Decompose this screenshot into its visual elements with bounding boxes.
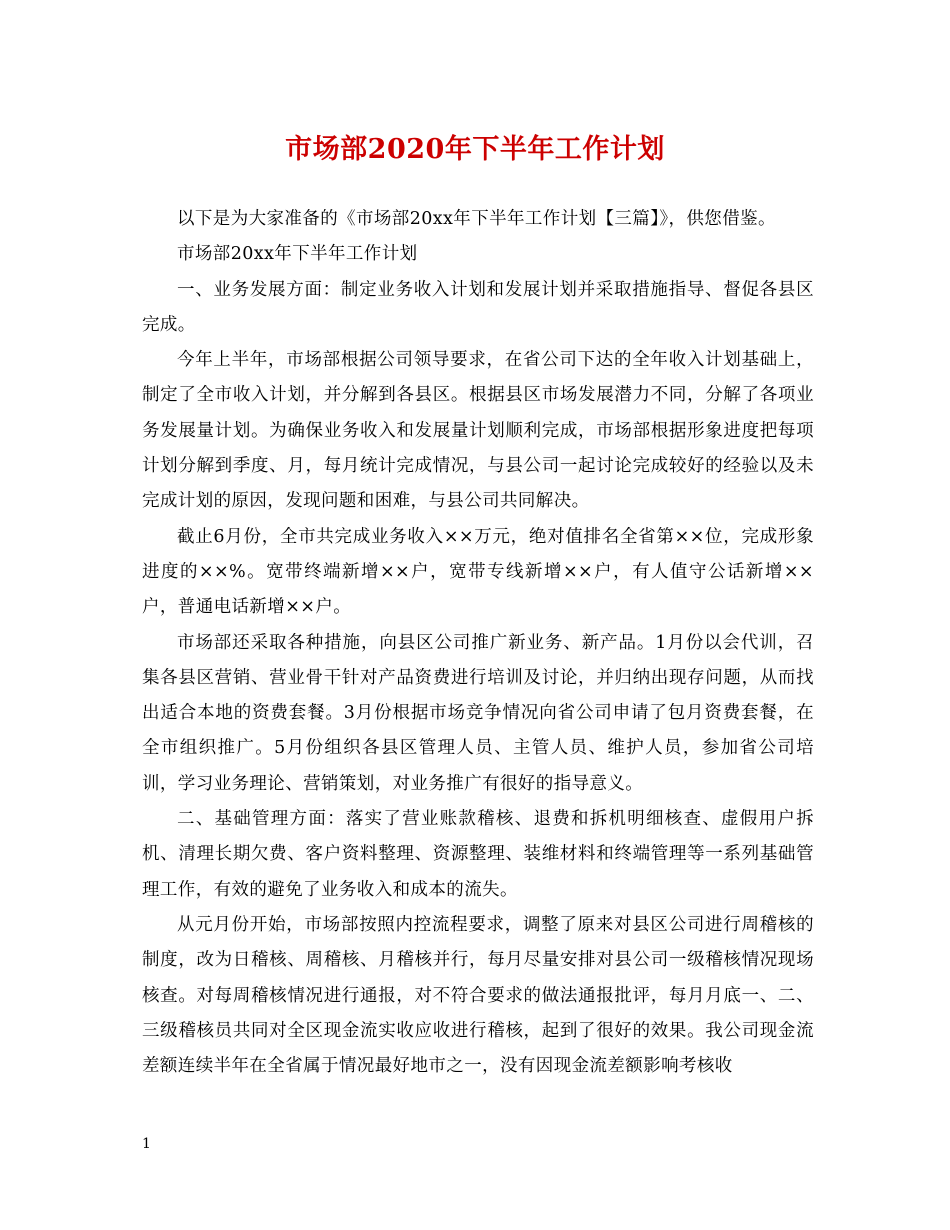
paragraph-business-development: 一、业务发展方面：制定业务收入计划和发展计划并采取措施指导、督促各县区完成。 <box>142 279 814 335</box>
paragraph-june-results: 截止6月份，全市共完成业务收入××万元，绝对值排名全省第××位，完成形象进度的××%。宽带终端新增××户，宽带专线新增××户，有人值守公话新增××户，普通电话新增××户。 <box>142 526 814 618</box>
paragraph-intro: 以下是为大家准备的《市场部20xx年下半年工作计划【三篇】》，供您借鉴。 <box>177 209 776 229</box>
paragraph-audit-process: 从元月份开始，市场部按照内控流程要求，调整了原来对县区公司进行周稽核的制度，改为日稽核、周稽核、月稽核并行，每月尽量安排对县公司一级稽核情况现场核查。对每周稽核情况进行通报，对不符合要求的做法通报批评，每月月底一、二、三级稽核员共同对全区现金流实收应收进行稽核，起到了很好的效果。我公司现金流差额连续半年在全省属于情况最好地市之一，没有因现金流差额影响考核收 <box>142 914 814 1077</box>
document-body <box>142 202 814 1084</box>
paragraph-subtitle: 市场部20xx年下半年工作计划 <box>177 244 418 265</box>
paragraph-basic-management: 二、基础管理方面：落实了营业账款稽核、退费和拆机明细核查、虚假用户拆机、清理长期欠费、客户资料整理、资源整理、装维材料和终端管理等一系列基础管理工作，有效的避免了业务收入和成本的流失。 <box>142 809 814 900</box>
paragraph-promotion-measures: 市场部还采取各种措施，向县区公司推广新业务、新产品。1月份以会代训，召集各县区营销、营业骨干针对产品资费进行培训及讨论，并归纳出现存问题，从而找出适合本地的资费套餐。3月份根据市场竞争情况向省公司申请了包月资费套餐，在全市组织推广。5月份组织各县区管理人员、主管人员、维护人员，参加省公司培训，学习业务理论、营销策划，对业务推广有很好的指导意义。 <box>142 632 814 794</box>
document-title: 市场部2020年下半年工作计划 <box>285 134 665 165</box>
paragraph-first-half-plan: 今年上半年，市场部根据公司领导要求，在省公司下达的全年收入计划基础上，制定了全市收入计划，并分解到各县区。根据县区市场发展潜力不同，分解了各项业务发展量计划。为确保业务收入和发展量计划顺利完成，市场部根据形象进度把每项计划分解到季度、月，每月统计完成情况，与县公司一起讨论完成较好的经验以及未完成计划的原因，发现问题和困难，与县公司共同解决。 <box>142 350 814 512</box>
page-number: 1 <box>142 1136 151 1152</box>
